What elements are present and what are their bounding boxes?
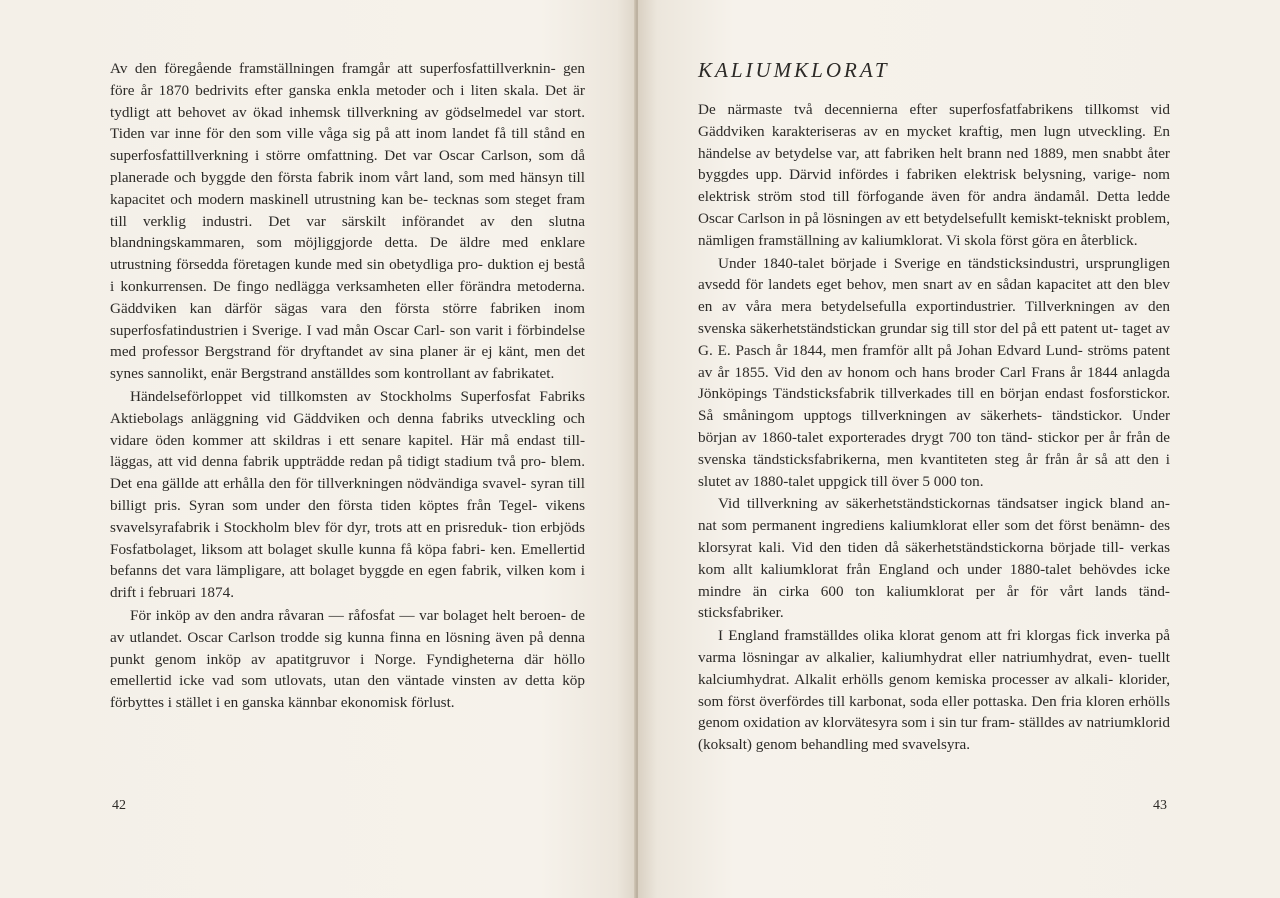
paragraph: Av den föregående framställningen framgår att superfosfattillverknin- gen före år 1870 bedrivits efter ganska enkla metoder och i liten skala. Det är tydligt att behovet av ökad inhemsk tillverkning av gödselmedel var stort. Tiden var inne för den som ville våga sig på att inom landet få till stånd en superfosfattillverkning i större omfattning. Det var Oscar Carlson, som då planerade och byggde den första fabrik inom vårt land, som med hänsyn till kapacitet och modern maskinell utrustning kan be- tecknas som steget fram till verklig industri. Det var särskilt införandet av den slutna blandningskammaren, som möjliggjorde detta. De äldre med enklare utrustning försedda företagen kunde med sin obetydliga pro- duktion ej bestå i konkurrensen. De fingo nedlägga verksamheten eller förändra metoderna. Gäddviken kan därför sägas vara den första större fabriken inom superfosfatindustrien i Sverige. I vad mån Oscar Carl- son varit i förbindelse med professor Bergstrand för dryftandet av sina planer är ej känt, men det synes sannolikt, enär Bergstrand anställdes som kontrollant av fabrikatet. [110,60,585,383]
left-page-text [110,58,585,714]
paragraph: Vid tillverkning av säkerhetständstickornas tändsatser ingick bland an- nat som permanent ingrediens kaliumklorat eller som det först benämn- des klorsyrat kali. Vid den tiden då säkerhetständstickorna började till- verkas kom allt kaliumklorat från England och under 1880-talet behövdes icke mindre än cirka 600 ton kaliumklorat per år för vårt lands tänd- sticksfabriker. [698,495,1170,622]
page-number-left: 42 [112,798,126,813]
right-page-text [698,99,1170,756]
right-page [638,0,1280,898]
paragraph: För inköp av den andra råvaran — råfosfat — var bolaget helt beroen- de av utlandet. Oscar Carlson trodde sig kunna finna en lösning även på denna punkt genom inköp av apatitgruvor i Norge. Fyndigheterna där höllo emellertid icke vad som utlovats, utan den väntade vinsten av detta köp förbyttes i stället i en ganska kännbar ekonomisk förlust. [110,606,585,712]
section-heading: KALIUMKLORAT [698,58,890,82]
paragraph: Händelseförloppet vid tillkomsten av Stockholms Superfosfat Fabriks Aktiebolags anläggning vid Gäddviken och denna fabriks utveckling och vidare öden kommer att skildras i ett senare kapitel. Här må endast till- läggas, att vid denna fabrik uppträdde redan på tidigt stadium två pro- blem. Det ena gällde att erhålla den för tillverkningen nödvändiga svavel- syran till billigt pris. Syran som under den första tiden köptes från Tegel- vikens svavelsyrafabrik i Stockholm blev för dyr, trots att en prisreduk- tion erbjöds Fosfatbolaget, liksom att bolaget skulle kunna få köpa fabri- ken. Emellertid befanns det vara lämpligare, att bolaget byggde en egen fabrik, vilken kom i drift i februari 1874. [110,387,585,602]
paragraph: I England framställdes olika klorat genom att fri klorgas fick inverka på varma lösningar av alkalier, kaliumhydrat eller natriumhydrat, even- tuellt kalciumhydrat. Alkalit erhölls genom kemiska processer av alkali- klorider, som först överfördes till karbonat, soda eller pottaska. Den fria kloren erhölls genom oxidation av klorvätesyra som i sin tur fram- ställdes av natriumklorid (koksalt) genom behandling med svavelsyra. [698,627,1170,754]
page-number-right: 43 [1153,798,1167,813]
paragraph: Under 1840-talet började i Sverige en tändsticksindustri, ursprungligen avsedd för landets eget behov, men snart av en sådan kapacitet att den blev en av våra mera betydelsefulla exportindustrier. Tillverkningen av den svenska säkerhetständstickan grundar sig till stor del på ett patent ut- taget av G. E. Pasch år 1844, men framför allt på Johan Edvard Lund- ströms patent av år 1855. Vid den av honom och hans broder Carl Frans år 1844 anlagda Jönköpings Tändsticksfabrik tillverkades till en början endast fosforstickor. Så småningom upptogs tillverkningen av säkerhets- tändstickor. Under början av 1860-talet exporterades drygt 700 ton tänd- stickor per år från de svenska tändsticksfabrikerna, men kvantiteten steg år från år så att den i slutet av 1880-talet uppgick till över 5 000 ton. [698,254,1170,490]
paragraph: De närmaste två decennierna efter superfosfatfabrikens tillkomst vid Gäddviken karakteriseras av en mycket kraftig, men lugn utveckling. En händelse av betydelse var, att fabriken helt brann ned 1889, men snabbt åter byggdes upp. Därvid infördes i fabriken elektrisk belysning, varige- nom elektrisk ström stod till förfogande även för andra ändamål. Detta ledde Oscar Carlson in på lösningen av ett betydelsefullt kemiskt-tekniskt problem, nämligen framställning av kaliumklorat. Vi skola först göra en återblick. [698,101,1170,249]
left-page [0,0,636,898]
